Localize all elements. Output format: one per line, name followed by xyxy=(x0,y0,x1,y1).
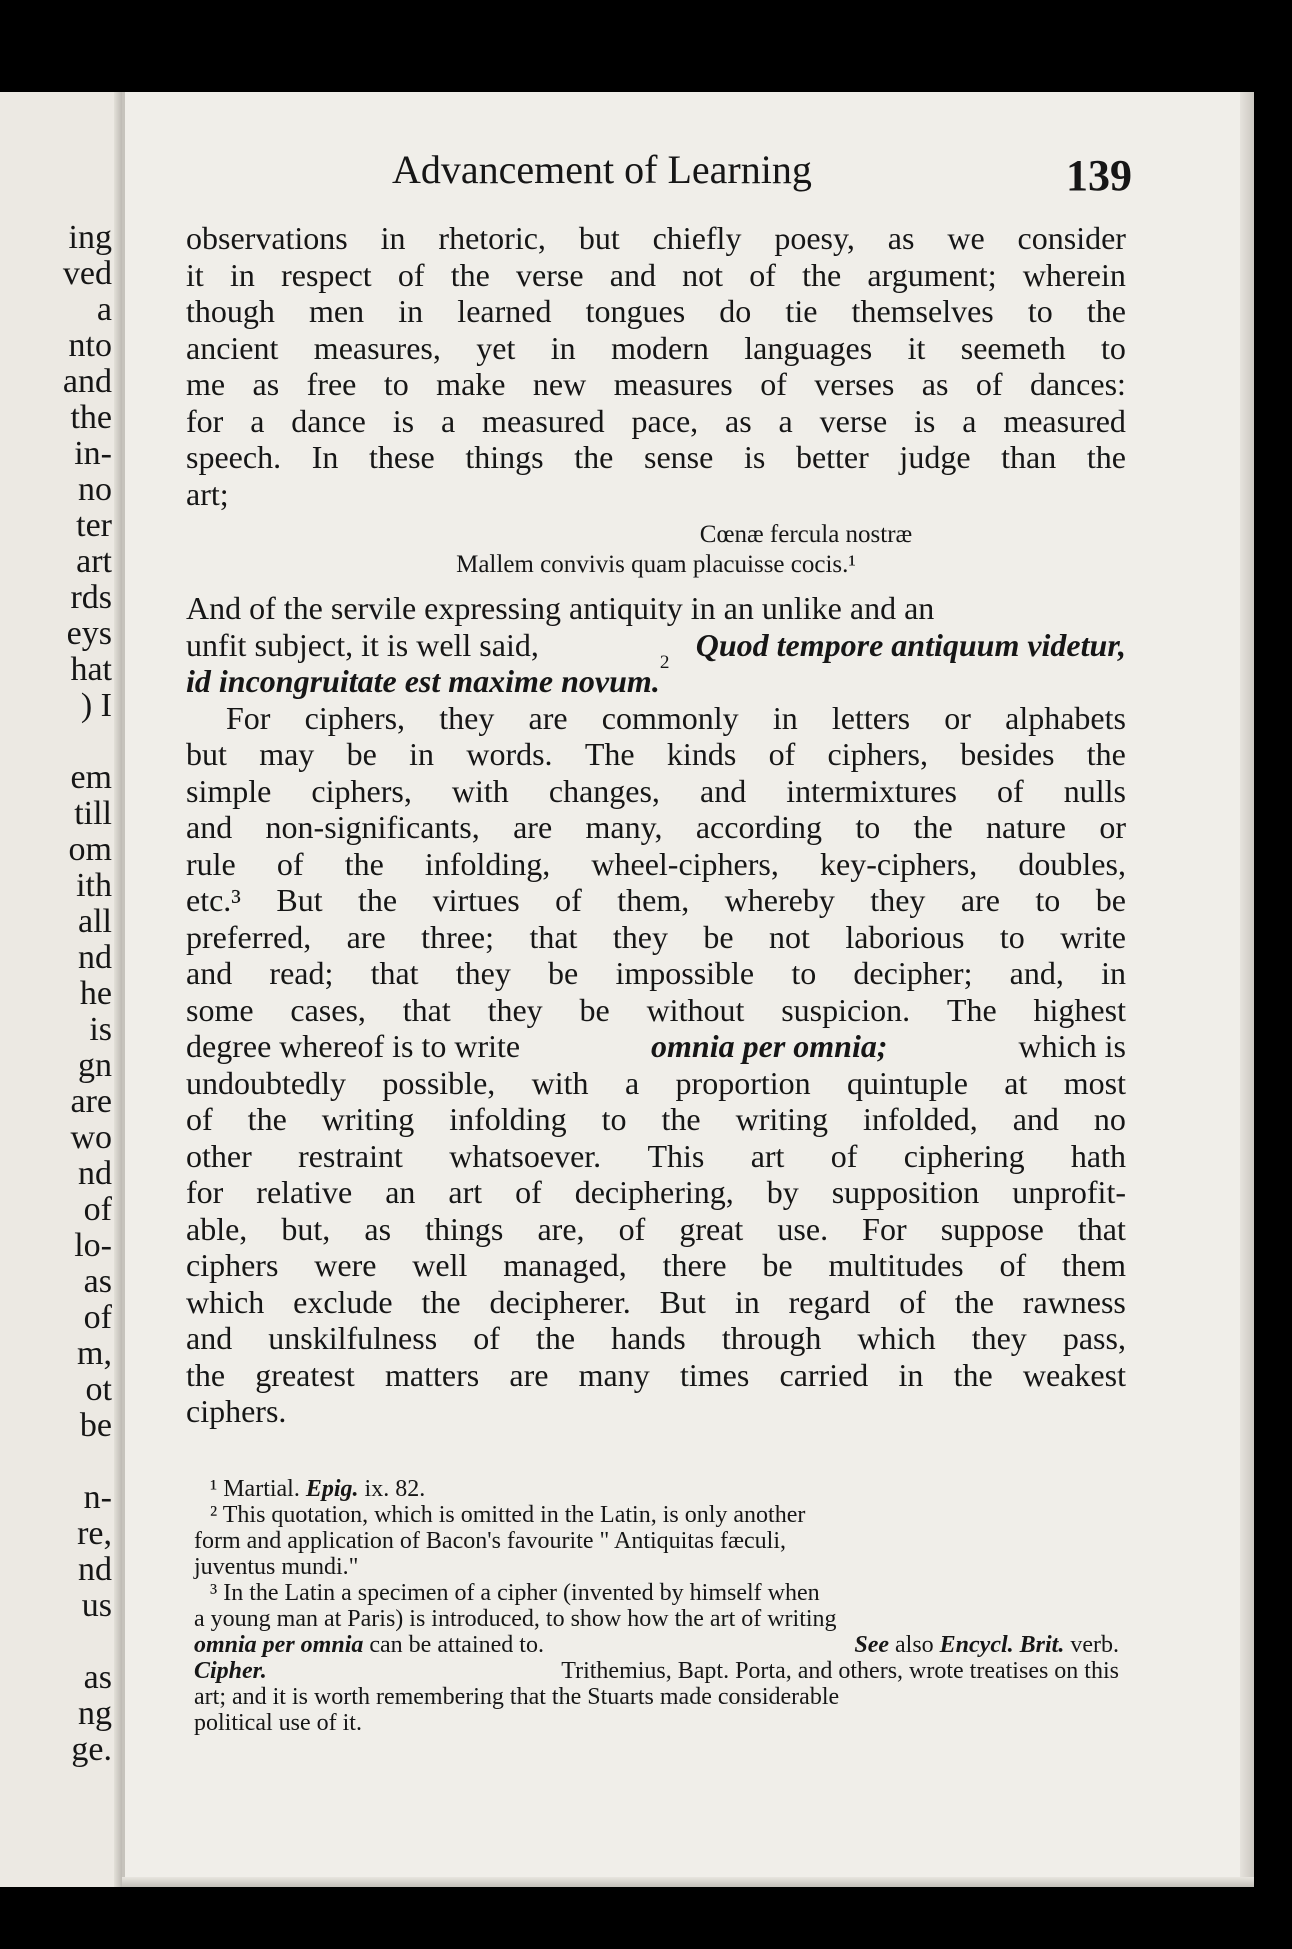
fragment-line: till xyxy=(74,795,112,832)
text-line: for relative an art of deciphering, by supposition unprofit- xyxy=(186,1174,1126,1210)
fragment-line: re, xyxy=(77,1515,112,1552)
text-line: etc.³ But the virtues of them, whereby they are to be xyxy=(186,882,1126,918)
text-line: And of the servile expressing antiquity in an unlike and an xyxy=(186,590,935,626)
page-gutter xyxy=(114,92,122,1887)
latin-quote: id incongruitate est maxime novum. xyxy=(186,663,660,699)
footnote-3: ³ In the Latin a specimen of a cipher (invented by himself when a young man at Paris) is introduced, to show how the art of writing omnia per omnia can be attained to. See also Encycl. Brit. verb. Cipher. Trithemius, Bapt. Porta, and others, wrote treatises on this art; and it is worth remembering that the Stuarts made considerable political use of it. xyxy=(194,1580,1119,1736)
text-line: of the writing infolding to the writing infolded, and no xyxy=(186,1101,1126,1137)
paragraph-servile xyxy=(186,590,1126,700)
text-line: art; xyxy=(186,475,229,512)
fragment-line: ) I xyxy=(80,687,112,724)
text-line: For ciphers, they are commonly in letters or alphabets xyxy=(226,699,1126,736)
fragment-line: he xyxy=(79,975,112,1012)
book-page xyxy=(122,92,1254,1887)
fragment-line: are xyxy=(70,1083,112,1120)
text-line: and non-significants, are many, according to the nature or xyxy=(186,809,1126,845)
text-line: though men in learned tongues do tie themselves to the xyxy=(186,293,1126,329)
fragment-line: ot xyxy=(85,1371,112,1408)
text-line: ciphers. xyxy=(186,1393,287,1429)
fragment-line: of xyxy=(83,1191,112,1228)
fragment-line: wo xyxy=(70,1119,112,1156)
fragment-line: lo- xyxy=(74,1227,112,1264)
text-line: ancient measures, yet in modern languages it seemeth to xyxy=(186,329,1126,366)
fragment-line: nto xyxy=(68,327,112,364)
fragment-line: n- xyxy=(83,1479,112,1516)
fragment-line: ge. xyxy=(71,1731,112,1768)
text-line: some cases, that they be without suspicion. The highest xyxy=(186,991,1126,1028)
text-line: degree whereof is to write omnia per omnia; which is xyxy=(186,1028,1126,1064)
text-line: and unskilfulness of the hands through which they pass, xyxy=(186,1320,1126,1356)
fragment-line: of xyxy=(83,1299,112,1336)
verse-line-1: Cœnæ fercula nostræ xyxy=(699,521,913,548)
fragment-line xyxy=(63,724,112,760)
left-page-edge xyxy=(0,92,122,1887)
running-title: Advancement of Learning xyxy=(392,147,812,192)
fragment-line: the xyxy=(70,399,112,436)
text-line: for a dance is a measured pace, as a verse is a measured xyxy=(186,402,1126,439)
footnote-ref: 2 xyxy=(659,652,670,673)
text-line: able, but, as things are, of great use. For suppose that xyxy=(186,1210,1126,1247)
fragment-line: nd xyxy=(78,939,112,976)
fragment-line: om xyxy=(68,831,112,868)
text-line: ciphers were well managed, there be multitudes of them xyxy=(186,1247,1126,1283)
text-line: and read; that they be impossible to decipher; and, in xyxy=(186,955,1126,991)
text-line xyxy=(186,652,1126,700)
text-line: other restraint whatsoever. This art of ciphering hath xyxy=(186,1137,1126,1174)
text-line: preferred, are three; that they be not laborious to write xyxy=(186,918,1126,955)
left-page-text-fragments xyxy=(63,220,112,1768)
fragment-line: is xyxy=(89,1011,112,1048)
page-number: 139 xyxy=(1066,151,1132,200)
fragment-line: ved xyxy=(62,255,112,292)
footnotes xyxy=(194,1476,1119,1736)
verse-quotation xyxy=(186,520,1126,580)
fragment-line: ith xyxy=(76,867,112,904)
fragment-line: as xyxy=(83,1263,112,1300)
footnote-2: ² This quotation, which is omitted in the Latin, is only another form and application of Bacon's favourite " Antiquitas fæculi, juventus mundi." xyxy=(194,1502,806,1580)
paragraph-rhetoric xyxy=(186,220,1126,512)
fragment-line: as xyxy=(83,1659,112,1696)
fragment-line: a xyxy=(96,291,112,328)
fragment-line: us xyxy=(81,1587,112,1624)
text-line: me as free to make new measures of verses as of dances: xyxy=(186,366,1126,402)
text-line: unfit subject, it is well said, Quod tempore antiquum videtur, xyxy=(186,626,1126,663)
fragment-line: nd xyxy=(78,1155,112,1192)
fragment-line: in- xyxy=(74,435,112,472)
text-line: rule of the infolding, wheel-ciphers, key-ciphers, doubles, xyxy=(186,845,1126,882)
fragment-line: ter xyxy=(76,507,112,544)
latin-quote: Quod tempore antiquum videtur, xyxy=(695,626,1126,663)
text-line: the greatest matters are many times carried in the weakest xyxy=(186,1356,1126,1393)
text-line: speech. In these things the sense is better judge than the xyxy=(186,439,1126,475)
text-line: simple ciphers, with changes, and intermixtures of nulls xyxy=(186,772,1126,809)
paragraph-ciphers xyxy=(186,700,1126,1430)
fragment-line: all xyxy=(78,903,112,940)
fragment-line: rds xyxy=(70,579,112,616)
fragment-line: m, xyxy=(77,1335,112,1372)
fragment-line: ng xyxy=(78,1695,112,1732)
fragment-line: and xyxy=(62,363,112,400)
page-bottom-edge xyxy=(122,1877,1254,1887)
text-line: observations in rhetoric, but chiefly poesy, as we consider xyxy=(186,220,1126,256)
footnote-1: ¹ Martial. Epig. ix. 82. xyxy=(210,1476,426,1502)
fragment-line: hat xyxy=(70,651,112,688)
fragment-line: em xyxy=(70,759,112,796)
page-header xyxy=(392,146,1132,206)
fragment-line: gn xyxy=(78,1047,112,1084)
fragment-line xyxy=(63,1444,112,1480)
page-right-edge xyxy=(1240,92,1254,1887)
fragment-line: eys xyxy=(66,615,112,652)
text-line: which exclude the decipherer. But in regard of the rawness xyxy=(186,1283,1126,1320)
body-text xyxy=(186,220,1126,1430)
text-line: it in respect of the verse and not of the argument; wherein xyxy=(186,256,1126,293)
fragment-line: ing xyxy=(68,219,112,256)
fragment-line xyxy=(63,1624,112,1660)
verse-line-2: Mallem convivis quam placuisse cocis.¹ xyxy=(456,551,856,578)
fragment-line: art xyxy=(76,543,112,580)
text-line: but may be in words. The kinds of ciphers, besides the xyxy=(186,736,1126,772)
fragment-line: no xyxy=(78,471,112,508)
fragment-line: nd xyxy=(78,1551,112,1588)
fragment-line: be xyxy=(79,1407,112,1444)
text-line: undoubtedly possible, with a proportion quintuple at most xyxy=(186,1064,1126,1101)
